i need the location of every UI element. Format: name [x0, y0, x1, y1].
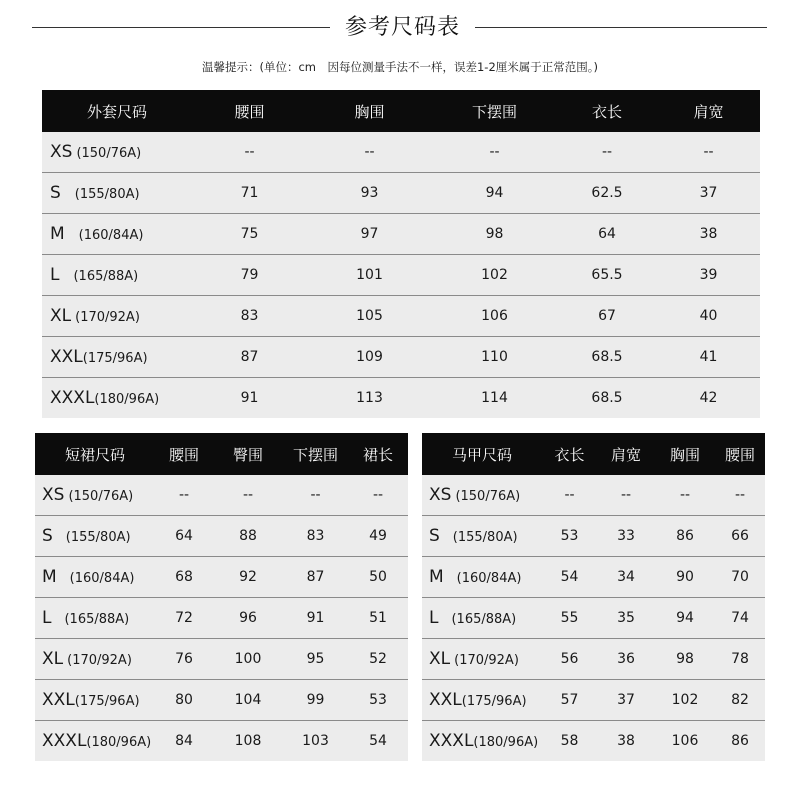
table-header-row [42, 90, 760, 132]
value-cell: 106 [655, 721, 715, 762]
size-letter: XXL [50, 347, 83, 367]
value-cell: 64 [155, 516, 213, 557]
size-letter: XXXL [429, 731, 474, 751]
value-cell: 96 [213, 598, 283, 639]
value-cell: 35 [597, 598, 655, 639]
value-cell: 36 [597, 639, 655, 680]
size-code: (175/96A) [461, 694, 527, 709]
skirt-size-table [35, 433, 408, 761]
value-cell: 53 [542, 516, 597, 557]
value-cell: 108 [213, 721, 283, 762]
value-cell: 101 [307, 255, 432, 296]
value-cell: -- [213, 475, 283, 516]
value-cell: 34 [597, 557, 655, 598]
value-cell: 83 [283, 516, 348, 557]
column-header: 腰围 [715, 433, 765, 475]
value-cell: 68.5 [557, 378, 657, 419]
table-header-row [422, 433, 765, 475]
table-row [422, 680, 765, 721]
table-row [42, 214, 760, 255]
value-cell: 98 [655, 639, 715, 680]
size-letter: XL [429, 649, 451, 669]
value-cell: 68.5 [557, 337, 657, 378]
value-cell: 84 [155, 721, 213, 762]
value-cell: -- [155, 475, 213, 516]
column-header: 臀围 [213, 433, 283, 475]
size-code: (175/96A) [82, 351, 148, 366]
value-cell: -- [542, 475, 597, 516]
value-cell: 94 [655, 598, 715, 639]
table-row [422, 557, 765, 598]
value-cell: -- [657, 132, 760, 173]
size-label-cell [35, 557, 155, 598]
size-letter: L [429, 608, 439, 628]
table-row [35, 475, 408, 516]
size-code: (175/96A) [74, 694, 140, 709]
value-cell: 41 [657, 337, 760, 378]
value-cell: 91 [283, 598, 348, 639]
value-cell: -- [307, 132, 432, 173]
size-letter: XL [42, 649, 64, 669]
value-cell: 83 [192, 296, 307, 337]
size-label-cell [422, 680, 542, 721]
value-cell: 38 [597, 721, 655, 762]
value-cell: 54 [542, 557, 597, 598]
size-code: (180/96A) [473, 735, 539, 750]
size-letter: XXL [42, 690, 75, 710]
table-row [35, 721, 408, 762]
value-cell: -- [283, 475, 348, 516]
table-row [35, 516, 408, 557]
value-cell: 74 [715, 598, 765, 639]
title-bar [0, 10, 800, 46]
size-label-cell [42, 173, 192, 214]
size-letter: S [429, 526, 440, 546]
value-cell: 106 [432, 296, 557, 337]
value-cell: 105 [307, 296, 432, 337]
size-label-cell [422, 721, 542, 762]
table-row [35, 598, 408, 639]
value-cell: 58 [542, 721, 597, 762]
size-label-cell [35, 680, 155, 721]
size-letter: M [50, 224, 65, 244]
value-cell: 39 [657, 255, 760, 296]
size-code: (165/88A) [73, 269, 139, 284]
size-letter: XL [50, 306, 72, 326]
value-cell: 100 [213, 639, 283, 680]
size-letter: M [42, 567, 57, 587]
column-header: 胸围 [655, 433, 715, 475]
size-code: (155/80A) [65, 530, 131, 545]
column-header: 马甲尺码 [422, 433, 542, 475]
value-cell: 53 [348, 680, 408, 721]
size-code: (155/80A) [74, 187, 140, 202]
value-cell: 52 [348, 639, 408, 680]
size-label-cell [42, 378, 192, 419]
vest-size-table [422, 433, 765, 761]
size-letter: XS [42, 485, 65, 505]
table-row [35, 639, 408, 680]
size-code: (170/92A) [454, 653, 519, 668]
size-code: (165/88A) [451, 612, 517, 627]
value-cell: 104 [213, 680, 283, 721]
column-header: 衣长 [557, 90, 657, 132]
value-cell: 103 [283, 721, 348, 762]
column-header: 下摆围 [283, 433, 348, 475]
value-cell: 102 [655, 680, 715, 721]
size-letter: S [50, 183, 61, 203]
table-row [42, 173, 760, 214]
value-cell: 71 [192, 173, 307, 214]
value-cell: 79 [192, 255, 307, 296]
column-header: 肩宽 [657, 90, 760, 132]
table-row [42, 337, 760, 378]
value-cell: 64 [557, 214, 657, 255]
value-cell: 94 [432, 173, 557, 214]
size-label-cell [422, 598, 542, 639]
value-cell: 86 [715, 721, 765, 762]
value-cell: 93 [307, 173, 432, 214]
size-letter: XXL [429, 690, 462, 710]
value-cell: -- [655, 475, 715, 516]
title-divider-left [32, 27, 330, 28]
column-header: 裙长 [348, 433, 408, 475]
size-label-cell [422, 516, 542, 557]
column-header: 衣长 [542, 433, 597, 475]
size-letter: L [50, 265, 60, 285]
size-letter: XXXL [42, 731, 87, 751]
size-code: (180/96A) [86, 735, 152, 750]
value-cell: 65.5 [557, 255, 657, 296]
column-header: 下摆围 [432, 90, 557, 132]
value-cell: 97 [307, 214, 432, 255]
value-cell: 40 [657, 296, 760, 337]
title-divider-right [475, 27, 767, 28]
column-header: 肩宽 [597, 433, 655, 475]
size-label-cell [42, 132, 192, 173]
table-row [422, 475, 765, 516]
value-cell: 113 [307, 378, 432, 419]
size-label-cell [42, 214, 192, 255]
value-cell: 95 [283, 639, 348, 680]
value-cell: 55 [542, 598, 597, 639]
value-cell: 54 [348, 721, 408, 762]
table-row [42, 255, 760, 296]
value-cell: 51 [348, 598, 408, 639]
size-letter: XS [50, 142, 73, 162]
value-cell: 99 [283, 680, 348, 721]
table-row [35, 680, 408, 721]
value-cell: 70 [715, 557, 765, 598]
value-cell: 86 [655, 516, 715, 557]
value-cell: 82 [715, 680, 765, 721]
value-cell: 87 [192, 337, 307, 378]
size-code: (160/84A) [456, 571, 522, 586]
value-cell: 76 [155, 639, 213, 680]
value-cell: -- [715, 475, 765, 516]
value-cell: 56 [542, 639, 597, 680]
value-cell: 37 [597, 680, 655, 721]
value-cell: 78 [715, 639, 765, 680]
table-row [42, 132, 760, 173]
table-row [422, 516, 765, 557]
table-row [42, 296, 760, 337]
size-label-cell [35, 516, 155, 557]
size-label-cell [35, 598, 155, 639]
table-row [422, 639, 765, 680]
size-code: (150/76A) [76, 146, 142, 161]
size-letter: L [42, 608, 52, 628]
value-cell: 102 [432, 255, 557, 296]
value-cell: 80 [155, 680, 213, 721]
size-code: (155/80A) [452, 530, 518, 545]
column-header: 短裙尺码 [35, 433, 155, 475]
size-code: (150/76A) [68, 489, 134, 504]
value-cell: 114 [432, 378, 557, 419]
column-header: 腰围 [155, 433, 213, 475]
jacket-size-table [42, 90, 760, 418]
table-row [42, 378, 760, 419]
value-cell: 49 [348, 516, 408, 557]
table-row [35, 557, 408, 598]
size-code: (150/76A) [455, 489, 521, 504]
value-cell: 75 [192, 214, 307, 255]
value-cell: 33 [597, 516, 655, 557]
size-label-cell [42, 337, 192, 378]
size-label-cell [42, 296, 192, 337]
table-header-row [35, 433, 408, 475]
value-cell: 92 [213, 557, 283, 598]
value-cell: -- [348, 475, 408, 516]
table-row [422, 598, 765, 639]
value-cell: 72 [155, 598, 213, 639]
value-cell: 110 [432, 337, 557, 378]
value-cell: 88 [213, 516, 283, 557]
value-cell: 87 [283, 557, 348, 598]
size-code: (170/92A) [67, 653, 132, 668]
value-cell: 68 [155, 557, 213, 598]
size-label-cell [35, 475, 155, 516]
size-label-cell [422, 639, 542, 680]
size-code: (165/88A) [64, 612, 130, 627]
size-letter: XS [429, 485, 452, 505]
size-letter: M [429, 567, 444, 587]
size-label-cell [42, 255, 192, 296]
column-header: 胸围 [307, 90, 432, 132]
value-cell: -- [597, 475, 655, 516]
size-code: (160/84A) [78, 228, 144, 243]
size-label-cell [35, 721, 155, 762]
value-cell: 90 [655, 557, 715, 598]
value-cell: -- [192, 132, 307, 173]
size-label-cell [422, 557, 542, 598]
value-cell: 66 [715, 516, 765, 557]
column-header: 腰围 [192, 90, 307, 132]
value-cell: 67 [557, 296, 657, 337]
size-letter: XXXL [50, 388, 95, 408]
value-cell: 57 [542, 680, 597, 721]
value-cell: 62.5 [557, 173, 657, 214]
value-cell: 91 [192, 378, 307, 419]
table-row [422, 721, 765, 762]
value-cell: 50 [348, 557, 408, 598]
value-cell: -- [557, 132, 657, 173]
size-label-cell [35, 639, 155, 680]
size-letter: S [42, 526, 53, 546]
value-cell: 37 [657, 173, 760, 214]
value-cell: 38 [657, 214, 760, 255]
size-label-cell [422, 475, 542, 516]
size-code: (180/96A) [94, 392, 160, 407]
value-cell: 98 [432, 214, 557, 255]
size-code: (170/92A) [75, 310, 140, 325]
page-title: 参考尺码表 [344, 15, 460, 40]
value-cell: 42 [657, 378, 760, 419]
value-cell: 109 [307, 337, 432, 378]
value-cell: -- [432, 132, 557, 173]
size-code: (160/84A) [69, 571, 135, 586]
column-header: 外套尺码 [42, 90, 192, 132]
measurement-note: 温馨提示：(单位：cm 因每位测量手法不一样，误差1-2厘米属于正常范围。) [201, 60, 599, 74]
